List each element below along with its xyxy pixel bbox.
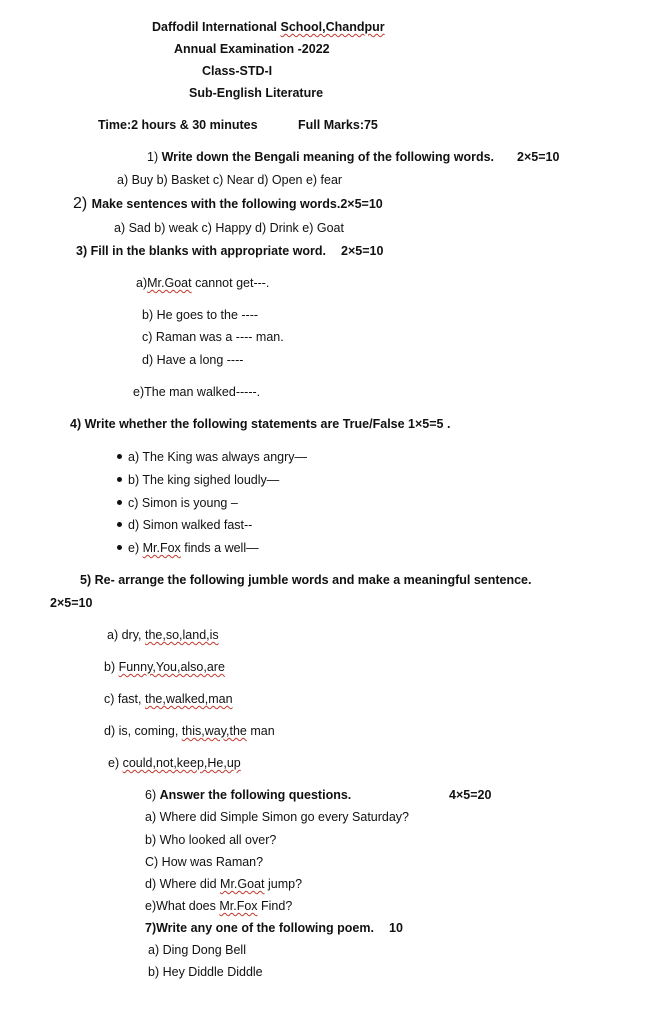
q6-item-d-prefix: d) Where did [145,877,221,891]
q5-item-d-rest: man [246,724,275,738]
q1-heading [147,149,494,165]
q5-item-c-prefix: c) fast, [104,692,145,706]
q4-item-e-name: Mr.Fox [142,541,181,555]
q4-item-c [117,495,238,511]
q4-item-d [117,517,252,533]
q5-item-c-words: the,walked,man [144,692,233,706]
q4-item-e-prefix: e) [128,541,143,555]
q4-item-b [117,472,279,488]
q4-title: 4) Write whether the following statements are True/False 1×5=5 . [70,417,451,431]
q6-item-d [145,876,302,892]
q4-item-a [117,449,307,465]
q5-item-e-prefix: e) [108,756,123,770]
q1-marks: 2×5=10 [517,150,560,164]
q6-item-d-name: Mr.Goat [220,877,265,891]
full-marks-label: Full Marks:75 [298,118,378,132]
q7-title: 7)Write any one of the following poem. [145,921,374,935]
q5-item-d-prefix: d) is, coming, [104,724,182,738]
q3-item-c: c) Raman was a ---- man. [142,330,284,344]
q6-title: Answer the following questions. [159,788,352,802]
q2-items: a) Sad b) weak c) Happy d) Drink e) Goat [114,221,344,235]
q5-item-b-words: Funny,You,also,are [118,660,225,674]
q4-item-e-rest: finds a well— [180,541,259,555]
bullet-icon [117,522,122,527]
q6-item-e-name: Mr.Fox [219,899,258,913]
q5-item-d [104,723,275,739]
q1-number: 1) [147,150,162,164]
bullet-icon [117,545,122,550]
time-label: Time:2 hours & 30 minutes [98,118,258,132]
q6-item-e-prefix: e)What does [145,899,220,913]
q6-number: 6) [145,788,160,802]
q2-title: Make sentences with the following words.2×5=10 [91,197,383,211]
q4-item-c-text: c) Simon is young – [128,496,238,510]
q1-items: a) Buy b) Basket c) Near d) Open e) fear [117,173,343,187]
q6-heading [145,787,351,803]
school-name-location: School,Chandpur [280,20,385,34]
q5-item-c [104,691,233,707]
subject-label: Sub-English Literature [189,86,324,100]
q5-item-b [104,659,225,675]
q7-marks: 10 [389,921,403,935]
q3-item-a [136,275,269,291]
q5-title: 5) Re- arrange the following jumble words and make a meaningful sentence. [80,573,532,587]
q3-item-a-prefix: a) [136,276,148,290]
q1-title: Write down the Bengali meaning of the following words. [161,150,495,164]
bullet-icon [117,477,122,482]
class-label: Class-STD-I [202,64,273,78]
school-name [152,19,385,35]
q5-item-d-words: this,way,the [181,724,247,738]
bullet-icon [117,500,122,505]
q4-item-e [117,540,259,556]
q5-item-a-words: the,so,land,is [144,628,219,642]
q2-number: 2) [73,195,92,212]
q5-item-e [108,755,241,771]
q6-item-d-rest: jump? [264,877,303,891]
q6-item-e [145,898,292,914]
q2-heading [73,196,383,212]
q6-item-c: C) How was Raman? [145,855,264,869]
bullet-icon [117,454,122,459]
q5-item-b-prefix: b) [104,660,119,674]
q4-item-d-text: d) Simon walked fast-- [128,518,253,532]
q6-item-b: b) Who looked all over? [145,833,277,847]
q6-item-a: a) Where did Simple Simon go every Saturday? [145,810,410,824]
q3-item-b: b) He goes to the ---- [142,308,259,322]
q3-item-d: d) Have a long ---- [142,353,244,367]
q5-marks: 2×5=10 [50,596,93,610]
q7-item-b: b) Hey Diddle Diddle [148,965,263,979]
q3-marks: 2×5=10 [341,244,384,258]
q3-item-e: e)The man walked-----. [133,385,261,399]
q3-title: 3) Fill in the blanks with appropriate word. [76,244,327,258]
q5-item-a [107,627,219,643]
school-name-prefix: Daffodil International [152,20,281,34]
exam-title: Annual Examination -2022 [174,42,330,56]
q4-item-b-text: b) The king sighed loudly— [128,473,280,487]
q7-item-a: a) Ding Dong Bell [148,943,246,957]
q5-item-e-words: could,not,keep,He,up [122,756,241,770]
q3-item-a-name: Mr.Goat [147,276,192,290]
q3-item-a-rest: cannot get---. [191,276,270,290]
q6-marks: 4×5=20 [449,788,492,802]
q4-item-a-text: a) The King was always angry— [128,450,308,464]
q5-item-a-prefix: a) dry, [107,628,145,642]
q6-item-e-rest: Find? [257,899,293,913]
